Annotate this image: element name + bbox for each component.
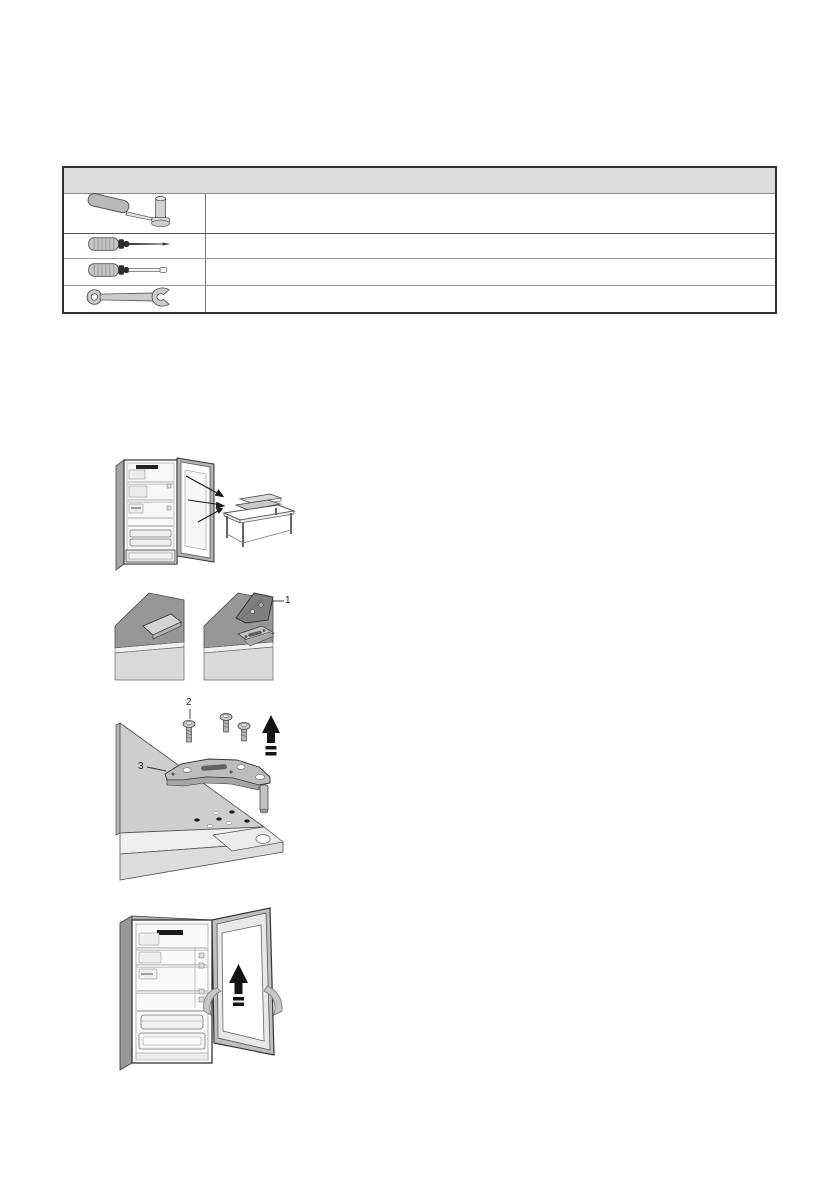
table-row	[64, 286, 775, 312]
socket-driver-icon	[80, 192, 190, 235]
open-end-wrench-icon	[77, 284, 193, 315]
figure-lift-door	[103, 903, 288, 1075]
tool-description	[206, 194, 775, 233]
figure-hinge-cover-removal	[112, 588, 292, 684]
hinge-pin-hole	[256, 835, 270, 844]
panel-cover-on	[115, 593, 184, 680]
flathead-screwdriver-icon	[80, 259, 190, 286]
callout-label-3: 3	[138, 761, 144, 772]
table-row	[64, 234, 775, 259]
tools-table-header	[64, 168, 775, 194]
tool-description	[206, 259, 775, 285]
tool-icon-cell	[64, 194, 206, 233]
tool-icon-cell	[64, 234, 206, 258]
table-row	[64, 194, 775, 234]
tool-icon-cell	[64, 286, 206, 312]
hinge-screws	[183, 714, 250, 743]
bin-table	[224, 494, 294, 547]
figure-hinge-screw-removal	[113, 697, 290, 886]
hinge-pin	[260, 785, 268, 811]
fridge-side-panel	[116, 460, 124, 570]
figure-remove-door-bins	[112, 450, 296, 572]
tool-description	[206, 286, 775, 312]
phillips-screwdriver-icon	[80, 233, 190, 260]
tool-description	[206, 234, 775, 258]
fridge-side-panel	[120, 916, 132, 1070]
callout-label-1: 1	[285, 595, 291, 606]
up-arrow-icon	[262, 715, 280, 756]
tool-icon-cell	[64, 259, 206, 285]
callout-label-2: 2	[186, 697, 192, 708]
tools-table	[62, 166, 777, 314]
panel-cover-off	[204, 593, 274, 680]
table-row	[64, 259, 775, 286]
